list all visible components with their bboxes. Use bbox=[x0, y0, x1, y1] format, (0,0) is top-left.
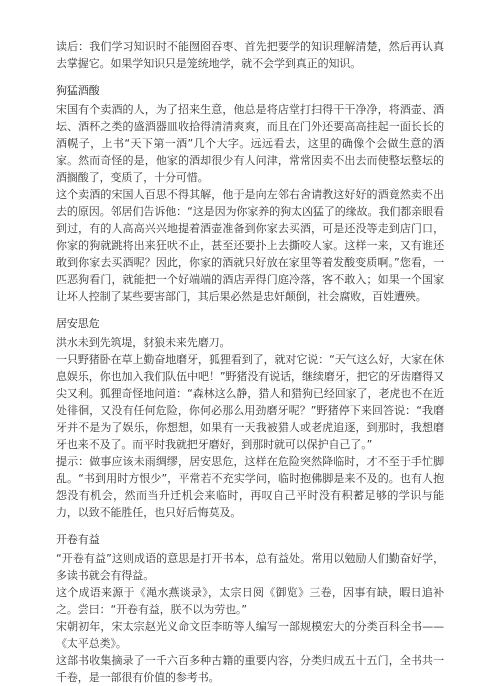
section-title: 狗猛酒酸 bbox=[56, 84, 100, 97]
paragraph: 提示：做事应该未雨绸缪，居安思危，这样在危险突然降临时，才不至于手忙脚乱。“书到用时方恨少”，平常若不充实学问，临时抱佛脚是来不及的。也有人抱怨没有机会，然而当升迁机会来临时，再叹自己平时没有积蓄足够的学识与能力，以致不能胜任，也只好后悔莫及。 bbox=[56, 455, 444, 519]
paragraph: 这个卖酒的宋国人百思不得其解，他于是向左邻右舍请教这好好的酒竟然卖不出去的原因。邻居们告诉他：“这是因为你家养的狗太凶猛了的缘故。我们都亲眼看到过，有的人高高兴兴地提着酒壶准备到你家去买酒，可是还没等走到店门口，你家的狗就跳将出来狂吠不止，甚至还要扑上去撕咬人家。这样一来，又有谁还敢到你家去买酒呢？因此，你家的酒就只好放在家里等着发酸变质啊。”您看，一匹恶狗看门，就能把一个好端端的酒店弄得门庭冷落，客不敢入；如果一个国家让坏人控制了某些要害部门，其后果必然是忠奸颠倒，社会腐败，百姓遭殃。 bbox=[56, 188, 444, 303]
section-dog-wine bbox=[56, 82, 444, 305]
section-open-book bbox=[56, 531, 444, 686]
paragraph: “开卷有益”这则成语的意思是打开书本，总有益处。常用以勉励人们勤奋好学，多读书就会有得益。 bbox=[56, 552, 444, 582]
paragraph: 一只野猪卧在草上勤奋地磨牙，狐狸看到了，就对它说：“天气这么好，大家在休息娱乐，你也加入我们队伍中吧！”野猪没有说话，继续磨牙，把它的牙齿磨得又尖又利。狐狸奇怪地问道：“森林这么静，猎人和猎狗已经回家了，老虎也不在近处徘徊，又没有任何危险，你何必那么用劲磨牙呢？”野猪停下来回答说：“我磨牙并不是为了娱乐，你想想，如果有一天我被猎人或老虎追逐，到那时，我想磨牙也来不及了。而平时我就把牙磨好，到那时就可以保护自己了。” bbox=[56, 353, 444, 451]
paragraph: 这个成语来源于《渑水燕谈录》，太宗日阅《御览》三卷，因事有缺，暇日追补之。尝曰：“开卷有益，朕不以为劳也。” bbox=[56, 586, 444, 616]
intro-paragraph: 读后：我们学习知识时不能囫囵吞枣、首先把要学的知识理解清楚，然后再认真去掌握它。如果学知识只是笼统地学，就不会学到真正的知识。 bbox=[56, 40, 444, 70]
section-title: 开卷有益 bbox=[56, 533, 100, 546]
section-title: 居安思危 bbox=[56, 317, 100, 330]
paragraph: 这部书收集摘录了一千六百多种古籍的重要内容，分类归成五十五门，全书共一千卷，是一部很有价值的参考书。 bbox=[56, 654, 444, 684]
paragraph: 宋国有个卖酒的人，为了招来生意，他总是将店堂打扫得干干净净，将酒壶、酒坛、酒杯之类的盛酒器皿收拾得清清爽爽，而且在门外还要高高挂起一面长长的酒幌子，上书“天下第一酒”几个大字。远远看去，这里的确像个会做生意的酒家。然而奇怪的是，他家的酒却很少有人问津，常常因卖不出去而使整坛整坛的酒搁酸了，变质了，十分可惜。 bbox=[56, 103, 444, 184]
section-be-prepared bbox=[56, 315, 444, 521]
paragraph: 宋朝初年，宋太宗赵光义命文臣李昉等人编写一部规模宏大的分类百科全书——《太平总类》。 bbox=[56, 620, 444, 650]
paragraph: 洪水未到先筑堤，豺狼未来先磨刀。 bbox=[56, 336, 231, 349]
